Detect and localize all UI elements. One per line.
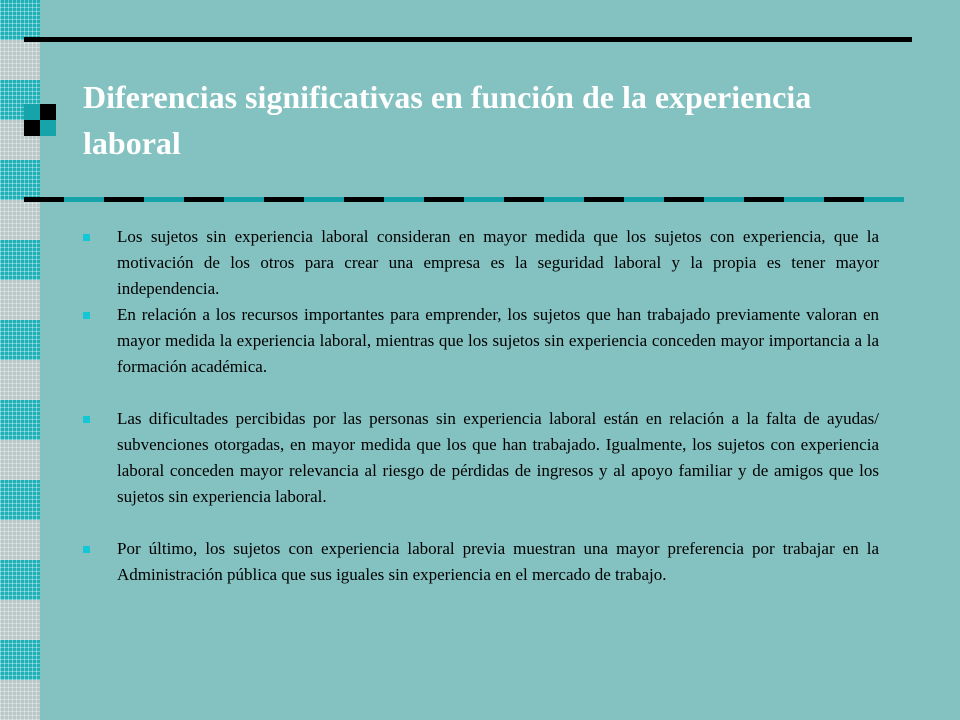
square-bullet-icon [83,312,90,319]
checker-square [24,104,40,120]
bullet-list [83,224,879,588]
bullet-text: Las dificultades percibidas por las personas sin experiencia laboral están en relación a la falta de ayudas/ subvenciones otorgadas, en mayor medida que los que han trabajado. Igualmente, los sujetos con experiencia laboral conceden mayor relevancia al riesgo de pérdidas de ingresos y al apoyo familiar y de amigos que los sujetos sin experiencia laboral. [117,409,879,506]
bullet-text: Por último, los sujetos con experiencia laboral previa muestran una mayor preferencia por trabajar en la Administración pública que sus iguales sin experiencia en el mercado de trabajo. [117,539,879,584]
top-rule [24,37,912,42]
bullet-text: Los sujetos sin experiencia laboral consideran en mayor medida que los sujetos con experiencia, que la motivación de los otros para crear una empresa es la seguridad laboral y la propia es tener mayor independencia. [117,227,879,298]
checker-square [40,104,56,120]
bullet-item [83,224,879,302]
slide-title: Diferencias significativas en función de la experiencia laboral [83,79,812,161]
square-bullet-icon [83,416,90,423]
square-bullet-icon [83,234,90,241]
title-checker-decoration [24,104,56,136]
bullet-text: En relación a los recursos importantes para emprender, los sujetos que han trabajado previamente valoran en mayor medida la experiencia laboral, mientras que los sujetos sin experiencia conceden mayor importancia a la formación académica. [117,305,879,376]
checker-square [24,120,40,136]
bullet-item [83,536,879,588]
dashed-divider [24,197,904,202]
square-bullet-icon [83,546,90,553]
checker-square [40,120,56,136]
bullet-item [83,302,879,380]
bullet-item [83,406,879,510]
